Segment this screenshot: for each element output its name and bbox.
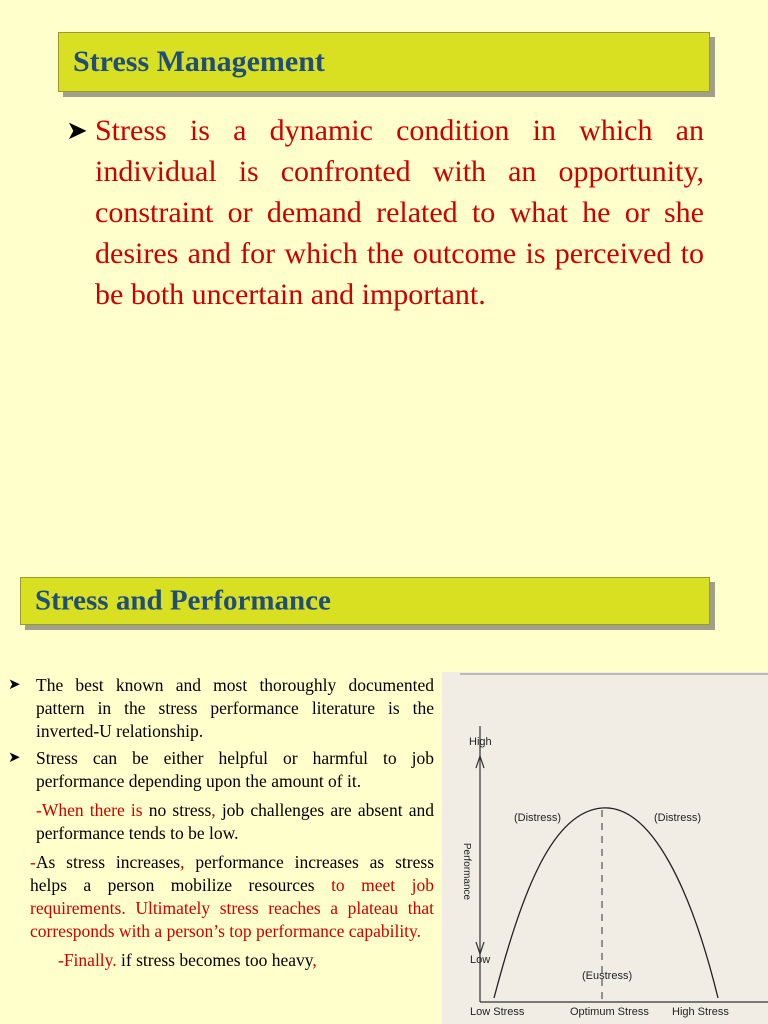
- slide1-bullet-text: Stress is a dynamic condition in which an individual is confronted with an opportunity, constraint or demand related to what he or she desires and for which the outcome is perceived to be both uncertain and important.: [95, 114, 704, 311]
- y-axis-label: Performance: [461, 842, 473, 901]
- bullet-text: The best known and most thoroughly documented pattern in the stress performance literature is the inverted-U relationship.: [36, 675, 434, 741]
- slide1-title: Stress Management: [73, 45, 325, 78]
- text-run: ,: [211, 800, 216, 820]
- slide2-title: Stress and Performance: [35, 584, 331, 617]
- text-run: -Finally.: [58, 950, 117, 970]
- slide1-bullet: [66, 110, 704, 315]
- text-run: -When there is: [36, 800, 143, 820]
- list-item: [8, 674, 434, 743]
- slide1-title-box: [58, 32, 710, 92]
- text-run: As stress increases: [35, 852, 181, 872]
- slide2-title-box: [20, 577, 710, 625]
- list-item: [8, 747, 434, 793]
- paragraph-no-stress: [36, 799, 434, 845]
- bullet-text: Stress can be either helpful or harmful to job performance depending upon the amount of it.: [36, 748, 434, 791]
- paragraph-stress-increases: [30, 851, 434, 943]
- distress-right-label: (Distress): [654, 812, 702, 824]
- x-low-stress-label: Low Stress: [470, 1006, 525, 1018]
- x-optimum-stress-label: Optimum Stress: [570, 1006, 649, 1018]
- inverted-u-figure: [442, 672, 768, 1024]
- slide2-text-column: [8, 674, 434, 978]
- text-run: -: [30, 852, 36, 872]
- arrow-bullet-icon: ➤: [66, 116, 88, 145]
- y-low-label: Low: [470, 954, 491, 966]
- text-run: ,: [312, 950, 317, 970]
- y-high-label: High: [469, 736, 492, 748]
- paragraph-finally: [58, 949, 434, 972]
- eustress-label: (Eustress): [582, 970, 633, 982]
- x-high-stress-label: High Stress: [672, 1006, 729, 1018]
- arrow-bullet-icon: ➤: [8, 750, 21, 766]
- arrow-bullet-icon: ➤: [8, 677, 21, 693]
- text-run: job challenges are absent and performance tends to be low.: [36, 800, 434, 843]
- text-run: to meet job requirements. Ultimately stress reaches a plateau that corresponds with a person’s top performance capability.: [30, 875, 434, 941]
- text-run: performance increases as stress helps a person mobilize resources: [30, 852, 435, 895]
- distress-left-label: (Distress): [514, 812, 562, 824]
- text-run: no stress: [142, 800, 212, 820]
- text-run: if stress becomes too heavy: [116, 950, 313, 970]
- text-run: ,: [180, 852, 185, 872]
